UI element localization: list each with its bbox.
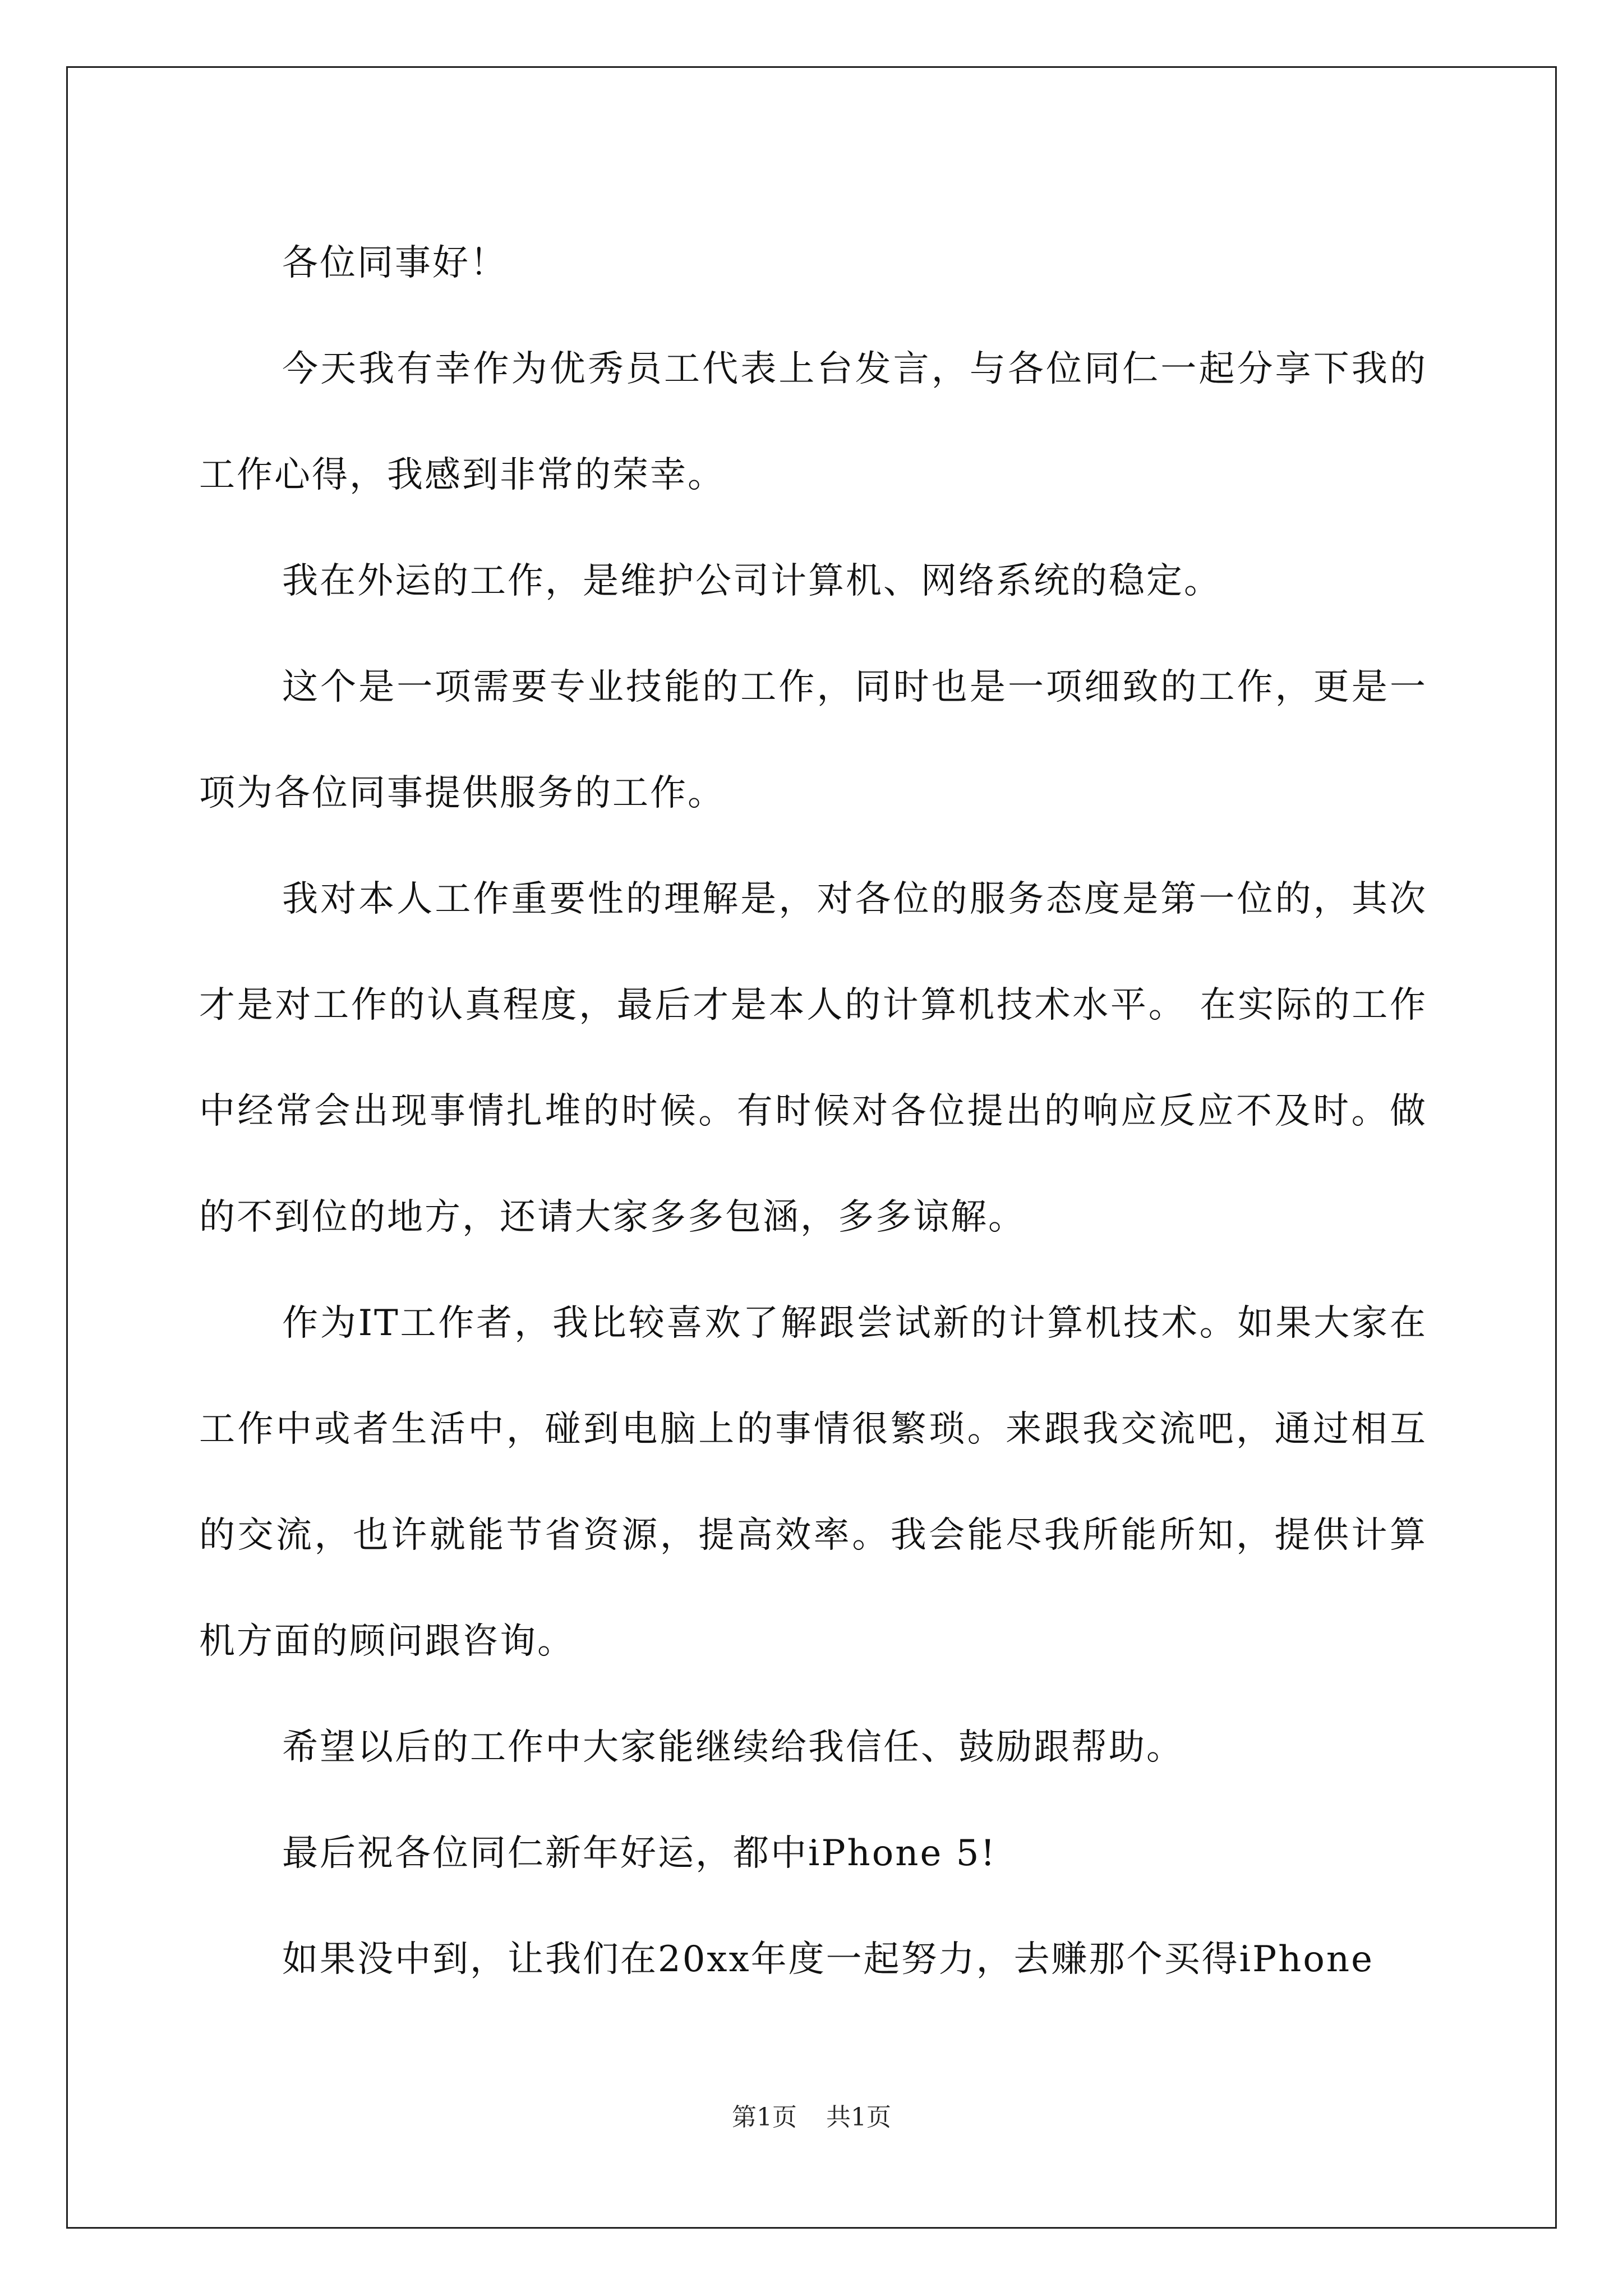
paragraph-priorities: 我对本人工作重要性的理解是，对各位的服务态度是第一位的，其次才是对工作的认真程度，最后才是本人的计算机技术水平。 在实际的工作中经常会出现事情扎堆的时候。有时候对各位提出的响应反应不及时。做的不到位的地方，还请大家多多包涵，多多谅解。 bbox=[199, 878, 1427, 1238]
document-body bbox=[199, 210, 1427, 2013]
page-number-total: 共1页 bbox=[826, 2103, 891, 2132]
paragraph-closing: 如果没中到，让我们在20xx年度一起努力，去赚那个买得iPhone bbox=[282, 1939, 1374, 1980]
page-footer bbox=[0, 2101, 1623, 2134]
page-number-current: 第1页 bbox=[732, 2103, 797, 2132]
paragraph-job: 我在外运的工作，是维护公司计算机、网络系统的稳定。 bbox=[282, 560, 1221, 602]
paragraph-greeting: 各位同事好！ bbox=[282, 242, 508, 284]
paragraph-nature: 这个是一项需要专业技能的工作，同时也是一项细致的工作，更是一项为各位同事提供服务的工作。 bbox=[199, 666, 1427, 814]
paragraph-wishes: 最后祝各位同仁新年好运，都中iPhone 5! bbox=[282, 1833, 997, 1874]
paragraph-hope: 希望以后的工作中大家能继续给我信任、鼓励跟帮助。 bbox=[282, 1727, 1184, 1768]
paragraph-it-worker: 作为IT工作者，我比较喜欢了解跟尝试新的计算机技术。如果大家在工作中或者生活中，碰到电脑上的事情很繁琐。来跟我交流吧，通过相互的交流，也许就能节省资源，提高效率。我会能尽我所能所知，提供计算机方面的顾问跟咨询。 bbox=[199, 1303, 1427, 1662]
paragraph-intro: 今天我有幸作为优秀员工代表上台发言，与各位同仁一起分享下我的工作心得，我感到非常的荣幸。 bbox=[199, 348, 1427, 496]
